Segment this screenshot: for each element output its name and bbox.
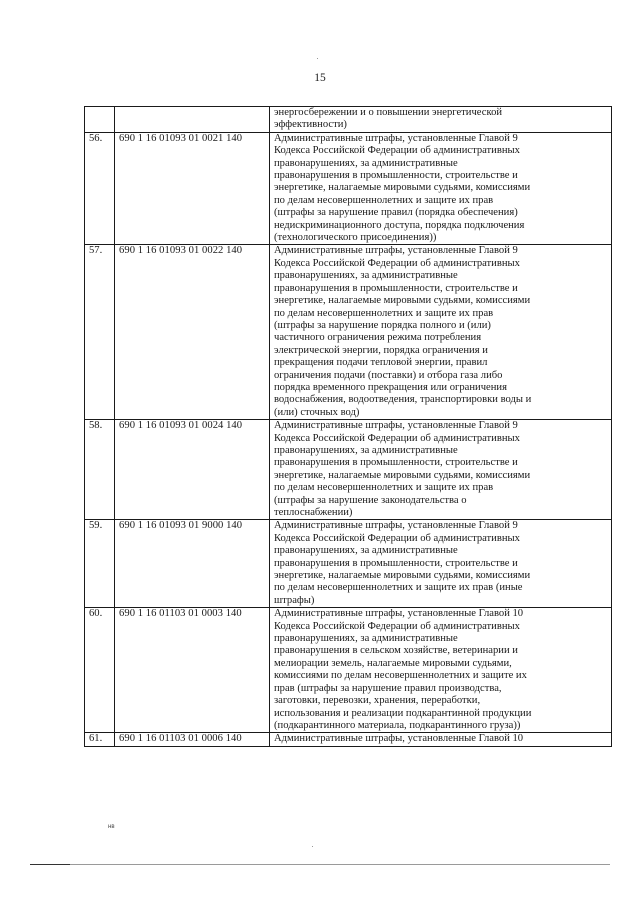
- row-number: 57.: [85, 245, 115, 420]
- table-row: [85, 132, 612, 245]
- description-line: (подкарантинного материала, подкарантинного груза)): [274, 719, 521, 731]
- description-line: правонарушения в промышленности, строительстве и: [274, 170, 518, 182]
- budget-classification-code: 690 1 16 01103 01 0006 140: [115, 733, 270, 746]
- description-line: Административные штрафы, установленные Главой 9: [274, 420, 518, 432]
- description-line: Административные штрафы, установленные Главой 9: [274, 245, 518, 257]
- description-line: (штрафы за нарушение законодательства о: [274, 494, 467, 506]
- description-line: по делам несовершеннолетних и защите их прав (иные: [274, 582, 523, 594]
- budget-code-table: [84, 106, 612, 747]
- description-line: (штрафы за нарушение порядка полного и (или): [274, 319, 491, 331]
- description-line: правонарушения в промышленности, строительстве и: [274, 282, 518, 294]
- description-line: Кодекса Российской Федерации об административных: [274, 532, 520, 544]
- description-line: Административные штрафы, установленные Главой 10: [274, 733, 524, 745]
- scan-mark: нв: [108, 824, 115, 830]
- description-line: правонарушения в промышленности, строительстве и: [274, 557, 518, 569]
- description-line: прекращения подачи тепловой энергии, правил: [274, 357, 488, 369]
- description-line: правонарушения в промышленности, строительстве и: [274, 457, 518, 469]
- description-line: (или) сточных вод): [274, 406, 360, 418]
- description-line: (штрафы за нарушение правил (порядка обеспечения): [274, 207, 518, 219]
- row-number: 59.: [85, 520, 115, 608]
- description-line: правонарушения в сельском хозяйстве, ветеринарии и: [274, 645, 518, 657]
- description-line: частичного ограничения режима потребления: [274, 332, 482, 344]
- page-number: 15: [314, 72, 326, 84]
- budget-classification-code: [115, 107, 270, 133]
- revenue-description: [270, 608, 612, 733]
- description-line: порядка временного прекращения или ограничения: [274, 381, 507, 393]
- row-number: 56.: [85, 132, 115, 245]
- description-line: правонарушениях, за административные: [274, 633, 458, 645]
- description-line: эффективности): [274, 119, 347, 131]
- revenue-description: [270, 245, 612, 420]
- budget-classification-code: 690 1 16 01093 01 0022 140: [115, 245, 270, 420]
- description-line: штрафы): [274, 594, 315, 606]
- row-number: [85, 107, 115, 133]
- revenue-description: [270, 420, 612, 520]
- description-line: по делам несовершеннолетних и защите их прав: [274, 482, 494, 494]
- table-body: [85, 107, 612, 747]
- description-line: по делам несовершеннолетних и защите их прав: [274, 307, 494, 319]
- table-row: [85, 520, 612, 608]
- description-line: правонарушениях, за административные: [274, 270, 458, 282]
- revenue-description: [270, 107, 612, 133]
- description-line: энергетике, налагаемые мировыми судьями, комиссиями: [274, 469, 531, 481]
- description-line: мелиорации земель, налагаемые мировыми судьями,: [274, 657, 512, 669]
- footer-rule: [30, 864, 610, 865]
- description-line: энергетике, налагаемые мировыми судьями, комиссиями: [274, 570, 531, 582]
- description-line: ограничения подачи (поставки) и отбора газа либо: [274, 369, 503, 381]
- table-row: [85, 245, 612, 420]
- description-line: комиссиями по делам несовершеннолетних и защите их: [274, 670, 527, 682]
- description-line: правонарушениях, за административные: [274, 157, 458, 169]
- revenue-description: [270, 733, 612, 746]
- row-number: 60.: [85, 608, 115, 733]
- description-line: по делам несовершеннолетних и защите их прав: [274, 194, 494, 206]
- description-line: заготовки, перевозки, хранения, переработки,: [274, 695, 481, 707]
- description-line: Административные штрафы, установленные Главой 9: [274, 132, 518, 144]
- revenue-description: [270, 520, 612, 608]
- budget-classification-code: 690 1 16 01093 01 0021 140: [115, 132, 270, 245]
- description-line: электрической энергии, порядка ограничения и: [274, 344, 488, 356]
- description-line: Кодекса Российской Федерации об административных: [274, 257, 520, 269]
- description-line: теплоснабжении): [274, 507, 353, 518]
- footer-rule-start: [30, 864, 70, 865]
- budget-classification-code: 690 1 16 01093 01 0024 140: [115, 420, 270, 520]
- description-line: правонарушениях, за административные: [274, 545, 458, 557]
- description-line: Кодекса Российской Федерации об административных: [274, 145, 520, 157]
- description-line: энергетике, налагаемые мировыми судьями, комиссиями: [274, 295, 531, 307]
- description-line: энергосбережении и о повышении энергетической: [274, 107, 503, 118]
- scan-speck: [312, 846, 313, 847]
- table-row: [85, 733, 612, 746]
- budget-classification-code: 690 1 16 01093 01 9000 140: [115, 520, 270, 608]
- description-line: энергетике, налагаемые мировыми судьями, комиссиями: [274, 182, 531, 194]
- budget-classification-code: 690 1 16 01103 01 0003 140: [115, 608, 270, 733]
- description-line: Кодекса Российской Федерации об административных: [274, 620, 520, 632]
- table-row: [85, 420, 612, 520]
- description-line: Административные штрафы, установленные Главой 9: [274, 520, 518, 532]
- revenue-description: [270, 132, 612, 245]
- table-row: [85, 608, 612, 733]
- table-row: [85, 107, 612, 133]
- description-line: водоснабжения, водоотведения, транспортировки воды и: [274, 394, 532, 406]
- description-line: (технологического присоединения)): [274, 232, 437, 244]
- description-line: использования и реализации подкарантинной продукции: [274, 707, 532, 719]
- row-number: 58.: [85, 420, 115, 520]
- description-line: прав (штрафы за нарушение правил производства,: [274, 682, 502, 694]
- scan-speck: [317, 58, 318, 59]
- description-line: Кодекса Российской Федерации об административных: [274, 432, 520, 444]
- description-line: недискриминационного доступа, порядка подключения: [274, 219, 525, 231]
- description-line: Административные штрафы, установленные Главой 10: [274, 608, 524, 620]
- row-number: 61.: [85, 733, 115, 746]
- description-line: правонарушениях, за административные: [274, 444, 458, 456]
